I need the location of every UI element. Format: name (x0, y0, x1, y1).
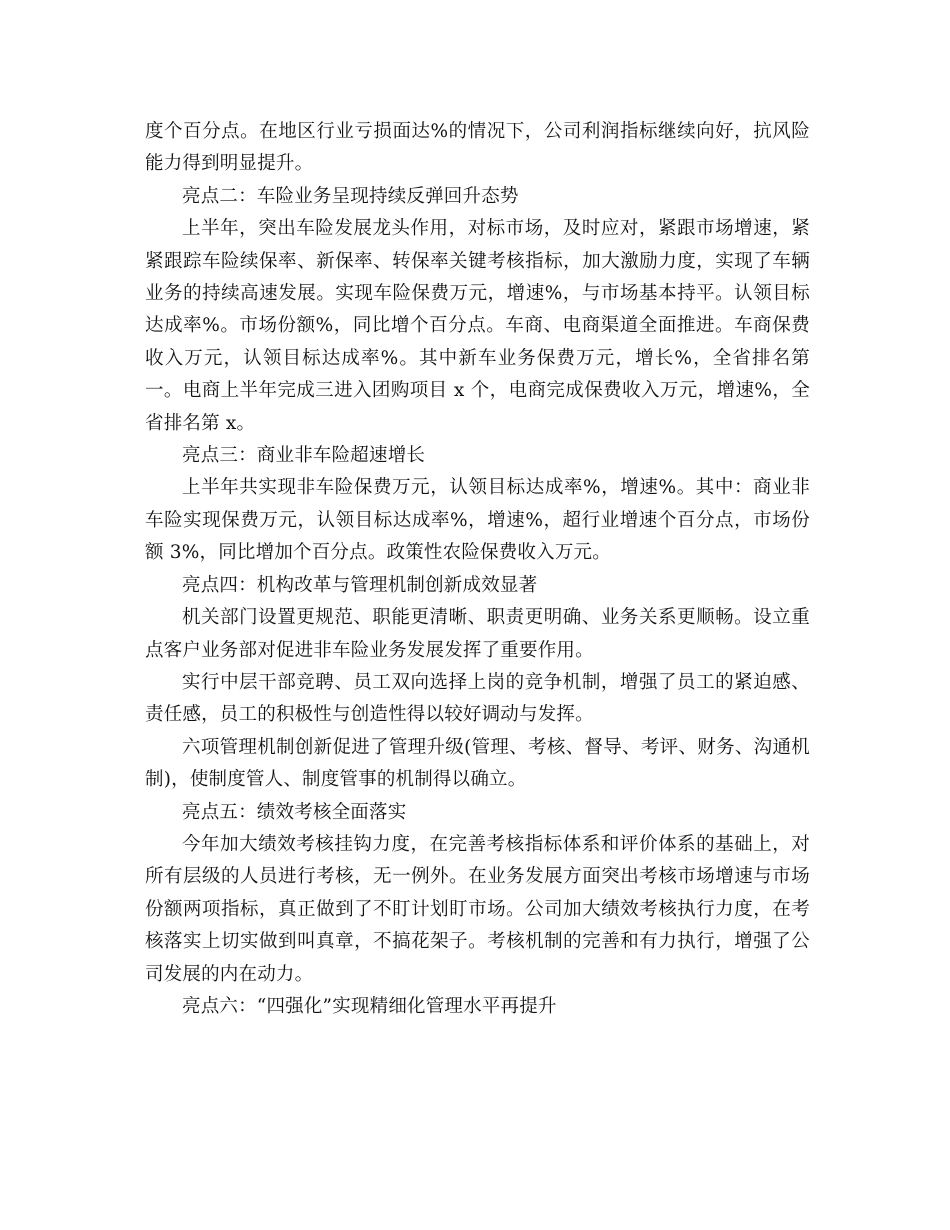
paragraph-department-setup: 机关部门设置更规范、职能更清晰、职责更明确、业务关系更顺畅。设立重点客户业务部对促进非车险业务发展发挥了重要作用。 (145, 607, 810, 661)
heading-highlight-2: 亮点二：车险业务呈现持续反弹回升态势 (182, 185, 519, 207)
heading-highlight-6: 亮点六：“四强化”实现精细化管理水平再提升 (182, 995, 557, 1017)
paragraph-competition-mechanism: 实行中层干部竞聘、员工双向选择上岗的竞争机制，增强了员工的紧迫感、责任感，员工的积极性与创造性得以较好调动与发挥。 (145, 671, 810, 726)
paragraph-continuation: 度个百分点。在地区行业亏损面达%的情况下，公司利润指标继续向好，抗风险能力得到明显提升。 (145, 121, 810, 175)
paragraph-management-mechanisms: 六项管理机制创新促进了管理升级(管理、考核、督导、考评、财务、沟通机制)，使制度管人、制度管事的机制得以确立。 (145, 736, 810, 791)
heading-highlight-4: 亮点四：机构改革与管理机制创新成效显著 (182, 574, 538, 596)
paragraph-non-auto-insurance: 上半年共实现非车险保费万元，认领目标达成率%，增速%。其中：商业非车险实现保费万元，认领目标达成率%，增速%，超行业增速个百分点，市场份额 3%，同比增加个百分点。政策性农险保费收入万元。 (145, 477, 810, 564)
heading-highlight-3: 亮点三：商业非车险超速增长 (182, 445, 426, 467)
paragraph-performance-assessment: 今年加大绩效考核挂钩力度，在完善考核指标体系和评价体系的基础上，对所有层级的人员进行考核，无一例外。在业务发展方面突出考核市场增速与市场份额两项指标，真正做到了不盯计划盯市场。公司加大绩效考核执行力度，在考核落实上切实做到叫真章，不搞花架子。考核机制的完善和有力执行，增强了公司发展的内在动力。 (145, 833, 810, 985)
document-body (145, 116, 810, 1023)
heading-highlight-5: 亮点五：绩效考核全面落实 (182, 801, 407, 823)
paragraph-auto-insurance: 上半年，突出车险发展龙头作用，对标市场，及时应对，紧跟市场增速，紧紧跟踪车险续保率、新保率、转保率关键考核指标，加大激励力度，实现了车辆业务的持续高速发展。实现车险保费万元，增速%，与市场基本持平。认领目标达成率%。市场份额%，同比增个百分点。车商、电商渠道全面推进。车商保费收入万元，认领目标达成率%。其中新车业务保费万元，增长%，全省排名第一。电商上半年完成三进入团购项目 x 个，电商完成保费收入万元，增速%，全省排名第 x。 (145, 218, 810, 434)
